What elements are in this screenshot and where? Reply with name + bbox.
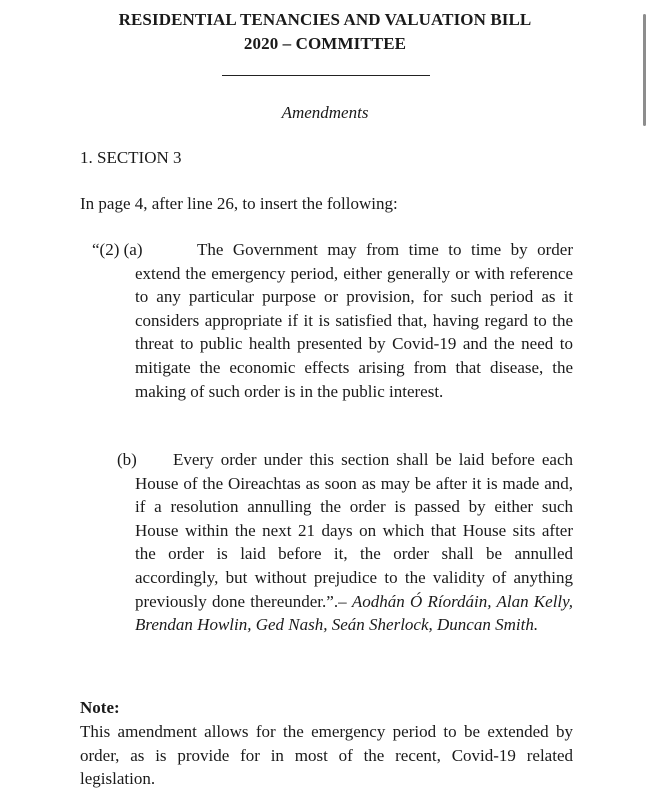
paragraph-b-content: Every order under this section shall be laid before each House of the Oireachtas as soon as may be after it is made and, if a resolution annulling the order is passed by either such House within the next 21 days on which that House sits after the order is laid before it, the order shall be annulled accordingly, but without prejudice to the validity of anything previously done thereunder.”.– (135, 450, 573, 611)
bill-title (40, 8, 610, 56)
amendment-sponsors: Aodhán Ó Ríordáin, Alan Kelly, Brendan Howlin, Ged Nash, Seán Sherlock, Duncan Smith. (135, 591, 573, 635)
paragraph-a-text (135, 238, 573, 403)
bill-title-line-1: RESIDENTIAL TENANCIES AND VALUATION BILL (118, 10, 532, 29)
paragraph-a-content: The Government may from time to time by order extend the emergency period, either generally or with reference to any particular purpose or provision, for such period as it considers appropriate if it is satisfied that, having regard to the threat to public health presented by Covid-19 and the need to mitigate the economic effects arising from that disease, the making of such order is in the public interest. (135, 240, 573, 401)
note-text: This amendment allows for the emergency period to be extended by order, as is provide for in most of the recent, Covid-19 related legislation. (80, 722, 573, 789)
bill-title-line-2: 2020 – COMMITTEE (243, 34, 407, 53)
paragraph-b-text (135, 448, 573, 637)
paragraph-b-number: (b) (117, 450, 137, 469)
title-divider (222, 75, 430, 76)
paragraph-a-number: “(2) (a) (92, 240, 143, 259)
note-heading: Note: (80, 698, 120, 717)
amendments-heading: Amendments (281, 103, 369, 122)
scrollbar[interactable] (643, 14, 646, 126)
section-heading: 1. SECTION 3 (80, 148, 182, 167)
amendment-instruction: In page 4, after line 26, to insert the following: (80, 194, 398, 213)
